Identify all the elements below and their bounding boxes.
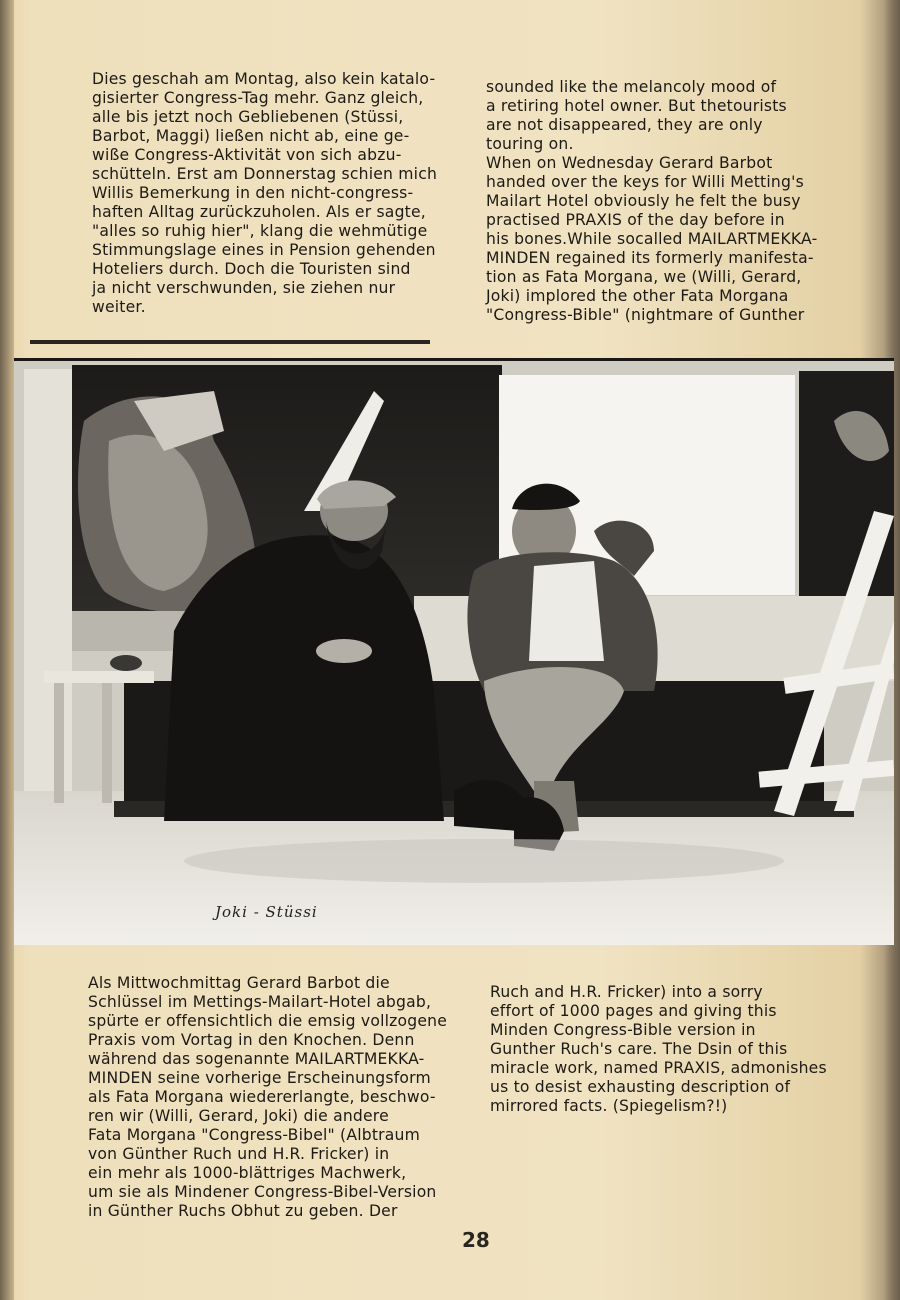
article-text-german-bottom: Als Mittwochmittag Gerard Barbot die Schlüssel im Mettings-Mailart-Hotel abgab, spürte er offensichtlich die emsig vollzogene Praxis vom Vortag in den Knochen. Denn während das sogenannte MAILARTMEKKA- MINDEN seine vorherige Erscheinungsform als Fata Morgana wiedererlangte, beschwo- ren wir (Willi, Gerard, Joki) die andere Fata Morgana "Congress-Bibel" (Albtraum von Günther Ruch und H.R. Fricker) in ein mehr als 1000-blättriges Machwerk, um sie als Mindener Congress-Bibel-Version in Günther Ruchs Obhut zu geben. Der [88, 974, 448, 1220]
article-text-english-top: sounded like the melancoly mood of a retiring hotel owner. But thetourists are not disappeared, they are only touring on. When on Wednesday Gerard Barbot handed over the keys for Willi Metting's Mailart Hotel obviously he felt the busy practised PRAXIS of the day before in his bones.While socalled MAILARTMEKKA- MINDEN regained its formerly manifesta- tion as Fata Morgana, we (Willi, Gerard, Joki) implored the other Fata Morgana "Congress-Bible" (nightmare of Gunther [486, 78, 818, 324]
divider-rule [30, 340, 430, 344]
photograph-two-men-on-bench [14, 358, 894, 945]
article-text-english-bottom: Ruch and H.R. Fricker) into a sorry effort of 1000 pages and giving this Minden Congress-Bible version in Gunther Ruch's care. The Dsin of this miracle work, named PRAXIS, admonishes us to desist exhausting description of mirrored facts. (Spiegelism?!) [490, 983, 827, 1115]
photo-illustration [14, 361, 894, 945]
page-number: 28 [462, 1228, 490, 1252]
page-spine-shadow [0, 0, 14, 1300]
photo-caption-handwritten: Joki - Stüssi [215, 903, 318, 921]
article-text-german-top: Dies geschah am Montag, also kein katalo- gisierter Congress-Tag mehr. Ganz gleich, alle bis jetzt noch Gebliebenen (Stüssi, Barbot, Maggi) ließen nicht ab, eine ge- wiße Congress-Aktivität von sich abzu- schütteln. Erst am Donnerstag schien mich Willis Bemerkung in den nicht-congress- haften Alltag zurückzuholen. Als er sagte, "alles so ruhig hier", klang die wehmütige Stimmungslage eines in Pension gehenden Hoteliers durch. Doch die Touristen sind ja nicht verschwunden, sie ziehen nur weiter. [92, 70, 438, 316]
